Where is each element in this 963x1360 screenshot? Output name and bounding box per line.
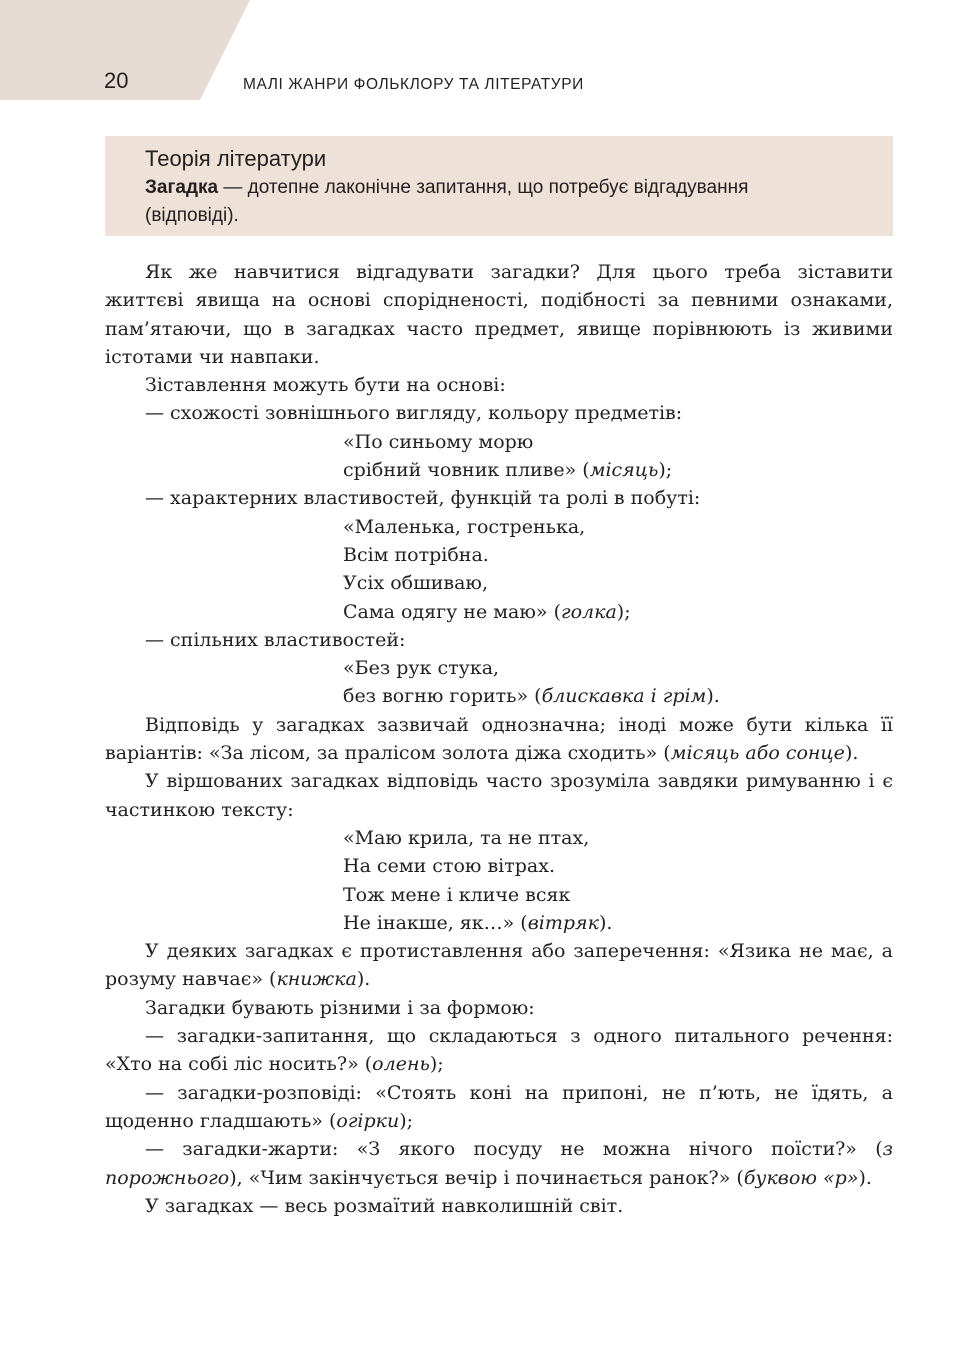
riddle-answer: олень [372, 1053, 430, 1076]
paragraph-text: — загадки-жарти: «З якого посуду не можна нічого поїсти?» ( [145, 1138, 883, 1161]
paragraph: Як же навчитися відгадувати загадки? Для цього треба зіставити життєві явища на основі спорідненості, подібності за певними ознаками, пам’ятаючи, що в загадках часто предмет, явище порівнюють із живими істотами чи навпаки. [105, 261, 893, 368]
verse-line: «По синьому морю [343, 430, 534, 453]
theory-heading: Теорія літератури [145, 146, 327, 171]
list-item: — схожості зовнішнього вигляду, кольору предметів: [145, 402, 683, 425]
paragraph [105, 937, 893, 994]
definition-text-2: (відповіді). [145, 205, 239, 226]
paragraph-text: У деяких загадках є протиставлення або заперечення: «Язика не має, а розуму навчає» ( [105, 940, 893, 991]
paragraph-text: ), «Чим закінчується вечір і починається ранок?» ( [229, 1166, 744, 1189]
paragraph-text: — загадки-запитання, що складаються з одного питального речення: «Хто на собі ліс носить?» ( [105, 1025, 893, 1076]
paragraph-text: — загадки-розповіді: «Стоять коні на припоні, не п’ють, не їдять, а щоденно гладшають» ( [105, 1081, 893, 1132]
riddle-answer: вітряк [527, 911, 599, 934]
body-text [105, 258, 893, 1220]
paragraph-text: ); [429, 1053, 444, 1076]
riddle-answer: блискавка і грім [541, 685, 707, 708]
verse-text: ). [598, 911, 613, 934]
verse-line: На семи стою вітрах. [343, 855, 556, 878]
verse-line: «Без рук стука, [343, 657, 500, 680]
paragraph: Зіставлення можуть бути на основі: [145, 374, 506, 397]
paragraph-text: ). [356, 968, 371, 991]
verse-line: Всім потрібна. [343, 543, 489, 566]
riddle-answer: місяць або сонце [670, 742, 845, 765]
verse-text: срібний човник пливе» ( [343, 459, 590, 482]
paragraph-text: ). [858, 1166, 872, 1189]
verse-text: Не інакше, як…» ( [343, 911, 528, 934]
verse-line: «Маленька, гостренька, [343, 515, 586, 538]
verse-text: ); [616, 600, 631, 623]
list-item: — спільних властивостей: [145, 628, 406, 651]
list-item [105, 1022, 893, 1079]
verse-text: ). [706, 685, 720, 708]
page-number: 20 [104, 68, 129, 93]
riddle-answer: місяць [589, 459, 659, 482]
riddle-answer: буквою «р» [743, 1166, 859, 1189]
riddle-answer: огірки [336, 1109, 400, 1132]
riddle-answer: з порожнього [105, 1138, 893, 1189]
definition-text: — дотепне лаконічне запитання, що потребує відгадування [218, 177, 749, 198]
verse-text: Сама одягу не маю» ( [343, 600, 561, 623]
list-item [105, 1135, 893, 1192]
paragraph-text: Відповідь у загадках зазвичай однозначна; іноді може бути кілька її варіантів: «За лісом, за пралісом золота діжа сходить» ( [105, 713, 893, 765]
theory-definition [145, 174, 881, 230]
riddle-answer: голка [560, 600, 617, 623]
list-item: — характерних властивостей, функцій та ролі в побуті: [145, 487, 701, 510]
paragraph: У загадках — весь розмаїтий навколишній світ. [145, 1194, 624, 1217]
term: Загадка [145, 177, 219, 198]
running-title: МАЛІ ЖАНРИ ФОЛЬКЛОРУ ТА ЛІТЕРАТУРИ [243, 76, 584, 93]
verse-line [105, 682, 893, 710]
paragraph: Загадки бувають різними і за формою: [145, 996, 535, 1019]
verse-line [105, 456, 893, 484]
verse-line: Усіх обшиваю, [343, 572, 489, 595]
theory-box [105, 136, 893, 236]
verse-text: ); [658, 459, 673, 482]
paragraph-text: ); [399, 1109, 414, 1132]
paragraph: У віршованих загадках відповідь часто зрозуміла завдяки римуванню і є частинкою тексту: [105, 770, 893, 821]
list-item [105, 1079, 893, 1136]
paragraph [105, 711, 893, 768]
verse-text: без вогню горить» ( [343, 685, 542, 708]
verse-line: «Маю крила, та не птах, [343, 826, 590, 849]
verse-line: Тож мене і кличе всяк [343, 883, 571, 906]
paragraph-text: ). [844, 742, 859, 765]
verse-line [105, 909, 893, 937]
verse-line [105, 598, 893, 626]
riddle-answer: книжка [276, 968, 357, 991]
